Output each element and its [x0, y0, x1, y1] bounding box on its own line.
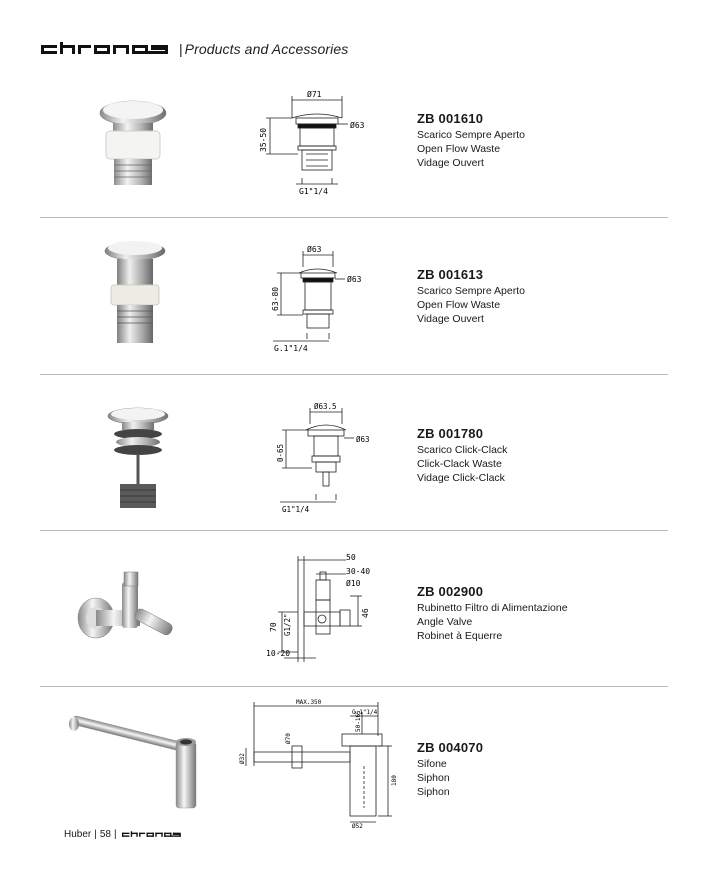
footer-separator: |: [94, 829, 97, 840]
product-desc-en: Angle Valve: [417, 616, 473, 628]
product-desc-it: Scarico Sempre Aperto: [417, 285, 525, 297]
dimension-label: 50: [346, 553, 356, 562]
dimension-label: Ø63.5: [314, 402, 337, 411]
product-row: [40, 88, 668, 216]
product-desc-fr: Vidage Ouvert: [417, 313, 484, 325]
product-info: [417, 584, 568, 643]
chronos-logo: [41, 42, 175, 56]
dimension-label: 70: [269, 622, 278, 632]
dimension-label: Ø63: [307, 245, 322, 254]
product-row: [40, 548, 668, 684]
dimension-label: 180: [391, 775, 398, 786]
section-divider: [40, 530, 668, 531]
product-info: [417, 426, 507, 485]
product-desc-en: Click-Clack Waste: [417, 458, 502, 470]
dimension-label: Ø63: [347, 275, 362, 284]
chronos-logo: [122, 831, 184, 838]
page-title: Products and Accessories: [184, 41, 349, 57]
page-footer: [64, 829, 184, 840]
dimension-label: Ø71: [307, 90, 322, 99]
product-desc-en: Open Flow Waste: [417, 143, 501, 155]
product-row: [40, 233, 668, 373]
dimension-label: G1"1/4: [299, 187, 328, 196]
footer-company: Huber: [64, 829, 92, 840]
product-desc-it: Scarico Sempre Aperto: [417, 129, 525, 141]
product-code: ZB 001780: [417, 426, 484, 441]
product-row: [40, 696, 668, 826]
dimension-label: G1"1/4: [282, 505, 310, 514]
dimension-label: 35-50: [259, 127, 268, 152]
product-photo: [95, 235, 175, 351]
product-desc-fr: Vidage Ouvert: [417, 157, 484, 169]
product-desc-en: Open Flow Waste: [417, 299, 501, 311]
dimension-label: 10-20: [266, 649, 291, 658]
footer-separator: |: [113, 829, 117, 840]
product-desc-fr: Siphon: [417, 786, 450, 798]
product-photo: [96, 404, 180, 514]
dimension-label: 0-65: [276, 443, 285, 462]
dimension-label: 63-80: [271, 286, 280, 311]
technical-drawing: [265, 243, 385, 359]
dimension-label: G1/2": [283, 613, 292, 636]
section-divider: [40, 374, 668, 375]
dimension-label: Ø10: [346, 579, 361, 588]
product-code: ZB 002900: [417, 584, 484, 599]
dimension-label: G.1"1/4: [274, 344, 308, 353]
dimension-label: 46: [361, 608, 370, 618]
section-divider: [40, 217, 668, 218]
dimension-label: Ø63: [350, 121, 365, 130]
product-desc-en: Siphon: [417, 772, 450, 784]
product-code: ZB 004070: [417, 740, 484, 755]
product-row: [40, 392, 668, 528]
section-divider: [40, 686, 668, 687]
product-code: ZB 001613: [417, 267, 484, 282]
product-desc-it: Scarico Click-Clack: [417, 444, 508, 456]
dimension-label: 50-165: [355, 710, 362, 732]
technical-drawing: [252, 88, 372, 204]
product-code: ZB 001610: [417, 111, 484, 126]
product-info: [417, 111, 525, 170]
product-photo: [88, 93, 178, 193]
page-number: 58: [99, 829, 111, 840]
product-info: [417, 267, 525, 326]
dimension-label: MAX.350: [296, 699, 322, 706]
product-info: [417, 740, 483, 799]
product-desc-fr: Vidage Click-Clack: [417, 472, 505, 484]
dimension-label: Ø32: [239, 753, 246, 764]
product-photo: [62, 714, 212, 814]
product-photo: [70, 562, 180, 652]
technical-drawing: [268, 400, 398, 516]
page-header: [41, 38, 348, 60]
dimension-label: Ø52: [352, 823, 363, 828]
dimension-label: G.1"1/4: [352, 709, 378, 716]
dimension-label: Ø63: [356, 435, 370, 444]
technical-drawing: [238, 696, 398, 828]
header-separator: |: [179, 41, 183, 57]
technical-drawing: [254, 552, 394, 670]
product-desc-it: Rubinetto Filtro di Alimentazione: [417, 602, 568, 614]
dimension-label: Ø70: [285, 733, 292, 744]
product-desc-it: Sifone: [417, 758, 447, 770]
product-desc-fr: Robinet à Equerre: [417, 630, 503, 642]
dimension-label: 30-40: [346, 567, 371, 576]
